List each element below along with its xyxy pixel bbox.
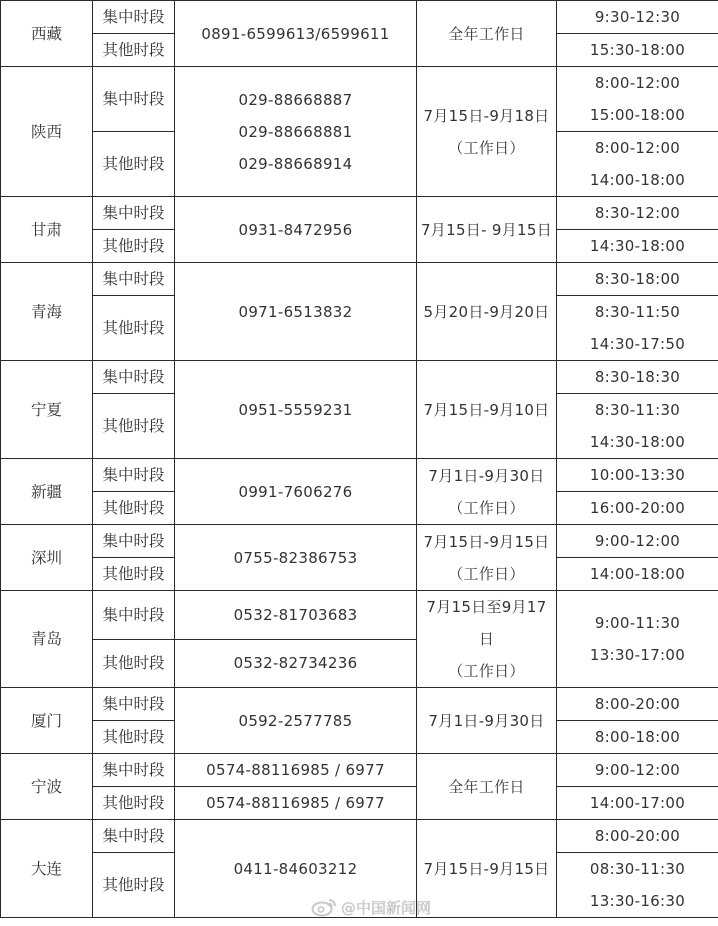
region-cell: 宁波 (1, 754, 93, 820)
time-cell: 8:00-20:00 (557, 688, 718, 721)
table-row (1, 688, 718, 721)
watermark (311, 895, 431, 919)
time-line: 15:00-18:00 (589, 106, 686, 124)
table-row (1, 591, 718, 640)
period-cell: 其他时段 (93, 34, 175, 67)
period-cell: 其他时段 (93, 787, 175, 820)
phone-cell: 0592-2577785 (175, 688, 417, 754)
phone-line: 029-88668887 (238, 90, 353, 109)
dates-line: 日 (478, 630, 495, 648)
watermark-text: @中国新闻网 (340, 898, 431, 917)
dates-cell: 5月20日-9月20日 (417, 263, 557, 361)
time-cell (557, 394, 718, 459)
region-cell: 甘肃 (1, 197, 93, 263)
time-cell (557, 67, 718, 132)
time-cell (557, 132, 718, 197)
table-row (1, 820, 718, 853)
dates-cell (417, 67, 557, 197)
dates-cell: 7月15日-9月10日 (417, 361, 557, 459)
dates-cell (417, 459, 557, 525)
dates-line: 7月1日-9月30日 (428, 466, 545, 485)
period-cell: 其他时段 (93, 492, 175, 525)
phone-cell: 0891-6599613/6599611 (175, 1, 417, 67)
dates-cell (417, 591, 557, 688)
dates-line: 7月15日-9月15日 (423, 532, 550, 551)
dates-line: 7月15日至9月17 (426, 598, 547, 616)
period-cell: 其他时段 (93, 853, 175, 918)
time-cell: 8:00-20:00 (557, 820, 718, 853)
time-cell: 16:00-20:00 (557, 492, 718, 525)
region-cell: 青岛 (1, 591, 93, 688)
dates-cell: 7月15日-9月15日 (417, 820, 557, 918)
time-cell (557, 296, 718, 361)
time-cell (557, 591, 718, 688)
period-cell: 集中时段 (93, 67, 175, 132)
period-cell: 其他时段 (93, 132, 175, 197)
table-row (1, 197, 718, 230)
table-row (1, 787, 718, 820)
dates-line: 7月15日-9月18日 (423, 106, 550, 125)
period-cell: 集中时段 (93, 263, 175, 296)
period-cell: 其他时段 (93, 558, 175, 591)
time-cell: 9:00-12:00 (557, 754, 718, 787)
time-cell: 14:00-17:00 (557, 787, 718, 820)
dates-cell: 全年工作日 (417, 1, 557, 67)
time-line: 13:30-17:00 (589, 646, 686, 664)
period-cell: 集中时段 (93, 1, 175, 34)
table-row (1, 1, 718, 34)
dates-cell: 7月1日-9月30日 (417, 688, 557, 754)
phone-line: 029-88668881 (238, 122, 353, 141)
dates-line: （工作日） (448, 564, 525, 583)
time-line: 8:30-11:50 (594, 303, 681, 321)
time-line: 9:00-11:30 (594, 614, 681, 632)
dates-line: （工作日） (448, 662, 525, 680)
time-cell: 10:00-13:30 (557, 459, 718, 492)
phone-cell: 0574-88116985 / 6977 (175, 787, 417, 820)
time-cell: 15:30-18:00 (557, 34, 718, 67)
region-cell: 大连 (1, 820, 93, 918)
table-row (1, 525, 718, 558)
dates-cell (417, 525, 557, 591)
time-line: 8:30-11:30 (594, 401, 681, 419)
region-cell: 深圳 (1, 525, 93, 591)
phone-cell (175, 67, 417, 197)
time-cell: 9:00-12:00 (557, 525, 718, 558)
time-cell: 14:00-18:00 (557, 558, 718, 591)
region-cell: 新疆 (1, 459, 93, 525)
dates-cell: 全年工作日 (417, 754, 557, 820)
phone-cell: 0971-6513832 (175, 263, 417, 361)
phone-cell: 0532-81703683 (175, 591, 417, 640)
period-cell: 其他时段 (93, 639, 175, 688)
time-line: 14:30-18:00 (589, 433, 686, 451)
time-line: 14:30-17:50 (589, 335, 686, 353)
time-line: 13:30-16:30 (589, 892, 686, 910)
phone-cell: 0951-5559231 (175, 361, 417, 459)
time-line: 8:00-12:00 (594, 139, 681, 157)
phone-cell: 0931-8472956 (175, 197, 417, 263)
table-row (1, 361, 718, 394)
dates-line: （工作日） (448, 138, 525, 157)
time-cell: 8:30-12:00 (557, 197, 718, 230)
phone-line: 029-88668914 (238, 154, 353, 173)
table-row (1, 459, 718, 492)
time-line: 8:00-12:00 (594, 74, 681, 92)
region-cell: 宁夏 (1, 361, 93, 459)
phone-cell: 0411-84603212 (175, 820, 417, 918)
phone-cell: 0574-88116985 / 6977 (175, 754, 417, 787)
region-cell: 陕西 (1, 67, 93, 197)
period-cell: 集中时段 (93, 459, 175, 492)
period-cell: 集中时段 (93, 525, 175, 558)
time-cell: 8:30-18:30 (557, 361, 718, 394)
region-cell: 西藏 (1, 1, 93, 67)
time-cell: 8:00-18:00 (557, 721, 718, 754)
time-cell: 9:30-12:30 (557, 1, 718, 34)
period-cell: 其他时段 (93, 721, 175, 754)
phone-cell: 0991-7606276 (175, 459, 417, 525)
period-cell: 其他时段 (93, 230, 175, 263)
period-cell: 其他时段 (93, 296, 175, 361)
period-cell: 集中时段 (93, 688, 175, 721)
time-cell: 8:30-18:00 (557, 263, 718, 296)
phone-cell: 0532-82734236 (175, 639, 417, 688)
time-cell (557, 853, 718, 918)
dates-cell: 7月15日- 9月15日 (417, 197, 557, 263)
period-cell: 其他时段 (93, 394, 175, 459)
region-cell: 厦门 (1, 688, 93, 754)
phone-cell: 0755-82386753 (175, 525, 417, 591)
time-line: 14:00-18:00 (589, 171, 686, 189)
period-cell: 集中时段 (93, 820, 175, 853)
weibo-icon (311, 897, 337, 917)
time-cell: 14:30-18:00 (557, 230, 718, 263)
dates-line: （工作日） (448, 498, 525, 517)
time-line: 08:30-11:30 (589, 860, 686, 878)
period-cell: 集中时段 (93, 754, 175, 787)
period-cell: 集中时段 (93, 591, 175, 640)
period-cell: 集中时段 (93, 197, 175, 230)
period-cell: 集中时段 (93, 361, 175, 394)
table-row (1, 263, 718, 296)
region-cell: 青海 (1, 263, 93, 361)
table-row (1, 67, 718, 132)
table-row (1, 754, 718, 787)
